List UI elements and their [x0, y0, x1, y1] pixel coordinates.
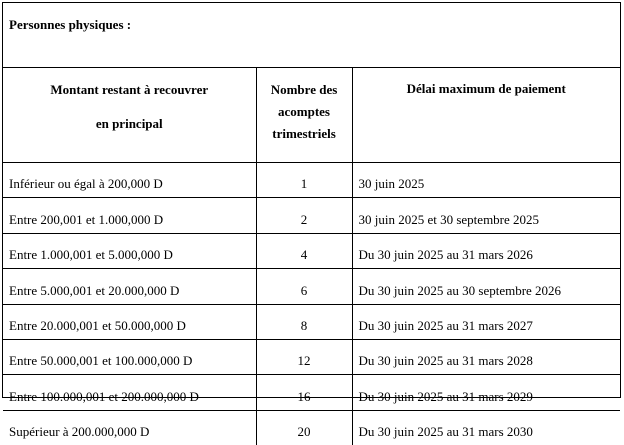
table-header-row: [3, 67, 620, 163]
count-cell: 16: [256, 375, 352, 410]
header-amount-line: Montant restant à recouvrer: [50, 82, 209, 97]
header-delay: Délai maximum de paiement: [352, 67, 620, 163]
amount-cell: Entre 20.000,001 et 50.000,000 D: [3, 304, 256, 339]
delay-cell: Du 30 juin 2025 au 31 mars 2029: [352, 375, 620, 410]
amount-cell: Entre 1.000,001 et 5.000,000 D: [3, 233, 256, 268]
header-count-line: trimestriels: [272, 126, 336, 141]
header-count-line: acomptes: [278, 104, 330, 119]
header-amount-line: en principal: [95, 116, 163, 131]
count-cell: 2: [256, 198, 352, 233]
header-count: [256, 67, 352, 163]
delay-cell: Du 30 juin 2025 au 31 mars 2027: [352, 304, 620, 339]
count-cell: 1: [256, 163, 352, 198]
table-row: [3, 339, 620, 374]
count-cell: 20: [256, 410, 352, 445]
count-cell: 8: [256, 304, 352, 339]
table-row: [3, 198, 620, 233]
amount-cell: Entre 100.000,001 et 200.000,000 D: [3, 375, 256, 410]
payment-schedule-frame: [2, 2, 621, 440]
table-row: [3, 375, 620, 410]
table-row: [3, 233, 620, 268]
table-row: [3, 410, 620, 445]
section-title: Personnes physiques :: [3, 3, 620, 68]
amount-cell: Entre 5.000,001 et 20.000,000 D: [3, 269, 256, 304]
count-cell: 12: [256, 339, 352, 374]
table-row: [3, 163, 620, 198]
amount-cell: Inférieur ou égal à 200,000 D: [3, 163, 256, 198]
header-count-line: Nombre des: [270, 82, 338, 97]
amount-cell: Entre 200,001 et 1.000,000 D: [3, 198, 256, 233]
count-cell: 6: [256, 269, 352, 304]
delay-cell: 30 juin 2025: [352, 163, 620, 198]
delay-cell: 30 juin 2025 et 30 septembre 2025: [352, 198, 620, 233]
delay-cell: Du 30 juin 2025 au 30 septembre 2026: [352, 269, 620, 304]
count-cell: 4: [256, 233, 352, 268]
amount-cell: Entre 50.000,001 et 100.000,000 D: [3, 339, 256, 374]
payment-schedule-table: [3, 67, 620, 445]
table-row: [3, 269, 620, 304]
delay-cell: Du 30 juin 2025 au 31 mars 2030: [352, 410, 620, 445]
amount-cell: Supérieur à 200.000,000 D: [3, 410, 256, 445]
delay-cell: Du 30 juin 2025 au 31 mars 2028: [352, 339, 620, 374]
delay-cell: Du 30 juin 2025 au 31 mars 2026: [352, 233, 620, 268]
header-amount: [3, 67, 256, 163]
table-row: [3, 304, 620, 339]
